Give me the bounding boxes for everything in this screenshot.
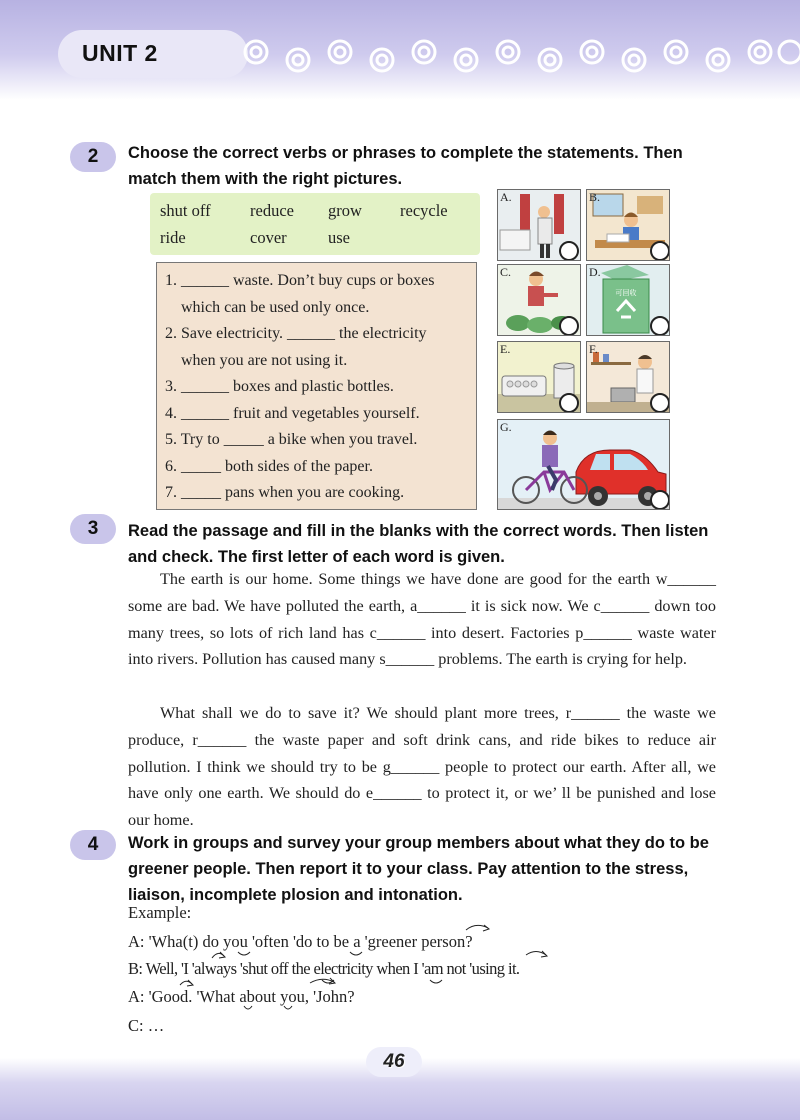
- dialogue-line: B: Well, 'I 'always 'shut off the electricity when I 'am not 'using it.: [128, 959, 520, 978]
- section-3-number: 3: [70, 514, 116, 544]
- picture-label: E.: [500, 342, 511, 356]
- picture-label: A.: [500, 190, 512, 204]
- section-3-instruction: Read the passage and fill in the blanks with the correct words. Then listen and check. The first letter of each word is given.: [128, 522, 709, 566]
- statement-line: 6. _____ both sides of the paper.: [165, 458, 373, 475]
- picture-label: B.: [589, 190, 601, 204]
- statement-line: 4. ______ fruit and vegetables yourself.: [165, 405, 420, 422]
- section-2-instruction: Choose the correct verbs or phrases to complete the statements. Then match them with the right pictures.: [128, 144, 683, 188]
- statement-line: 2. Save electricity. ______ the electricity: [165, 325, 427, 342]
- dialogue-line: A: 'Good. 'What about you, 'John?: [128, 987, 355, 1006]
- passage-paragraph: The earth is our home. Some things we have done are good for the earth w______ some are bad. We have polluted the earth, a______ it is sick now. We c______ down too many trees, so lots of rich land has c______ into desert. Factories p______ waste water into rivers. Pollution has caused many s______ problems. The earth is crying for help.: [128, 570, 716, 669]
- page-number: 46: [366, 1047, 422, 1077]
- word-item: shut off: [160, 201, 211, 220]
- passage-paragraph: What shall we do to save it? We should plant more trees, r______ the waste we produce, r______ the waste paper and soft drink cans, and ride bikes to reduce air pollution. I think we should try to be g______ people to protect our earth. After all, we have only one earth. We should do e______ to protect it, or we’ ll be punished and lose our home.: [128, 704, 716, 830]
- example-label: Example:: [128, 903, 192, 922]
- statement-line: 5. Try to _____ a bike when you travel.: [165, 431, 418, 448]
- word-item: use: [328, 228, 350, 247]
- picture-label: F.: [589, 342, 598, 356]
- statement-line: 7. _____ pans when you are cooking.: [165, 484, 405, 501]
- word-item: grow: [328, 201, 362, 220]
- statement-line: 3. ______ boxes and plastic bottles.: [165, 378, 394, 395]
- word-item: reduce: [250, 201, 294, 220]
- picture-label: G.: [500, 420, 512, 434]
- picture-label: D.: [589, 265, 601, 279]
- statement-line: when you are not using it.: [181, 352, 348, 369]
- section-4-number: 4: [70, 830, 116, 860]
- dialogue-line: A: 'Wha(t) do you 'often 'do to be a 'greener person?: [128, 932, 473, 951]
- svg-text:可回收: 可回收: [615, 289, 637, 297]
- statement-line: which can be used only once.: [181, 299, 370, 316]
- section-2-number: 2: [70, 142, 116, 172]
- word-item: ride: [160, 228, 186, 247]
- section-4-instruction: Work in groups and survey your group members about what they do to be greener people. Then report it to your class. Pay attention to the stress, liaison, incomplete plosion and intonation.: [128, 834, 709, 904]
- word-item: recycle: [400, 201, 448, 220]
- word-item: cover: [250, 228, 287, 247]
- statement-line: 1. ______ waste. Don’t buy cups or boxes: [165, 272, 435, 289]
- dialogue-line: C: …: [128, 1016, 165, 1035]
- picture-label: C.: [500, 265, 512, 279]
- unit-title: UNIT 2: [82, 40, 158, 66]
